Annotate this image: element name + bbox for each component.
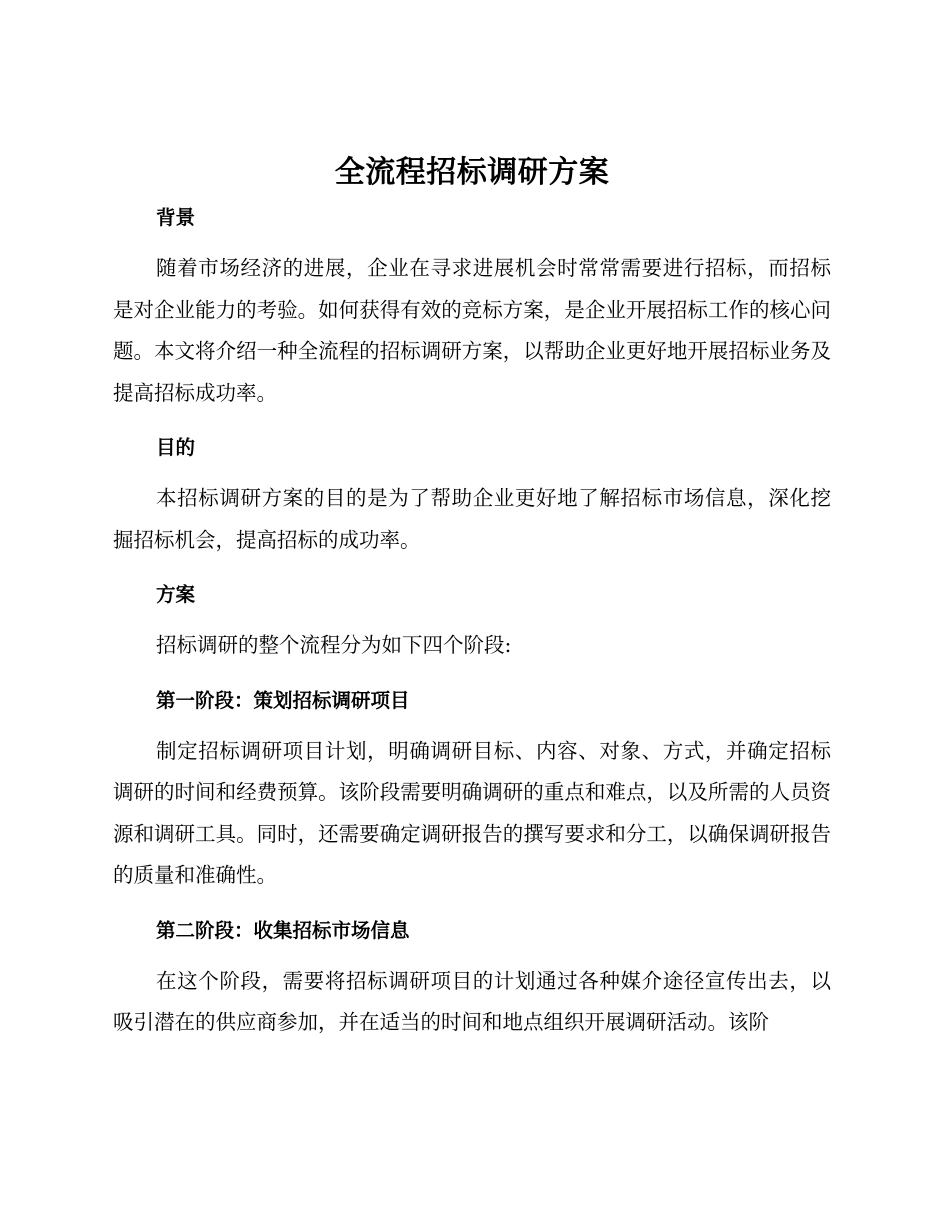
section-heading-plan: 方案	[156, 583, 196, 606]
paragraph-stage-2: 在这个阶段，需要将招标调研项目的计划通过各种媒介途径宣传出去，以吸引潜在的供应商参加，并在适当的时间和地点组织开展调研活动。该阶	[113, 968, 831, 1034]
stage-heading-2: 第二阶段：收集招标市场信息	[156, 918, 410, 942]
document-page	[113, 150, 831, 1044]
paragraph-purpose: 本招标调研方案的目的是为了帮助企业更好地了解招标市场信息，深化挖掘招标机会，提高招标的成功率。	[113, 486, 831, 552]
paragraph-plan-intro: 招标调研的整个流程分为如下四个阶段:	[156, 633, 512, 657]
section-heading-background: 背景	[156, 206, 196, 229]
paragraph-stage-1: 制定招标调研项目计划，明确调研目标、内容、对象、方式，并确定招标调研的时间和经费预算。该阶段需要明确调研的重点和难点，以及所需的人员资源和调研工具。同时，还需要确定调研报告的撰写要求和分工，以确保调研报告的质量和准确性。	[113, 738, 831, 887]
document-title: 全流程招标调研方案	[334, 155, 610, 190]
stage-heading-1: 第一阶段：策划招标调研项目	[156, 688, 410, 712]
section-heading-purpose: 目的	[156, 436, 196, 459]
paragraph-background: 随着市场经济的进展，企业在寻求进展机会时常常需要进行招标，而招标是对企业能力的考验。如何获得有效的竞标方案，是企业开展招标工作的核心问题。本文将介绍一种全流程的招标调研方案，以帮助企业更好地开展招标业务及提高招标成功率。	[113, 256, 831, 405]
